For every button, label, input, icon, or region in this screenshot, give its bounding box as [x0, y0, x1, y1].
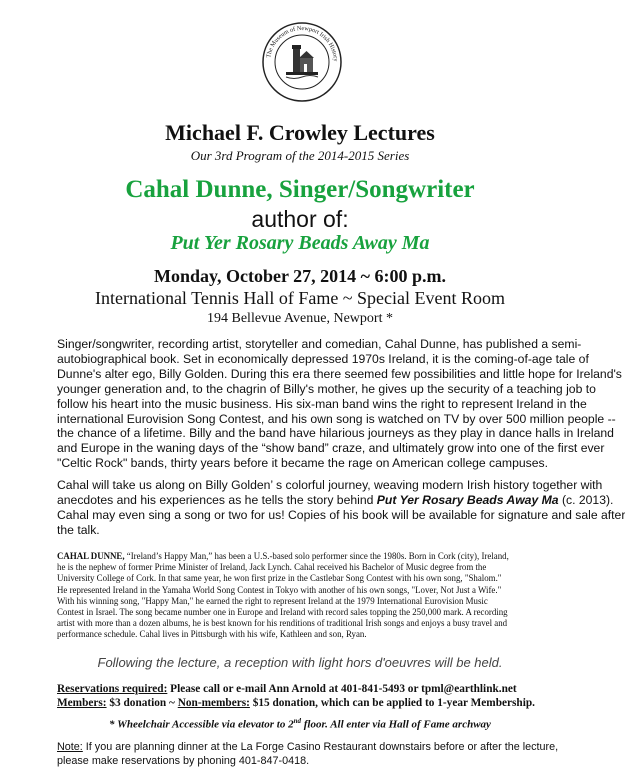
description-line: international Eurovision Song Contest, and his own song is watched on TV by over 500 million people --	[57, 411, 616, 426]
description-line: Singer/songwriter, recording artist, storyteller and comedian, Cahal Dunne, has published a semi-	[57, 337, 582, 351]
accessibility-text-end: floor. All enter via Hall of Fame archway	[300, 718, 491, 731]
description-line: younger generation and, to the chagrin of Billy's mother, he gives up the security of a teaching job to	[57, 381, 596, 396]
book-description	[57, 337, 622, 471]
description-line: "Celtic Rock" bands, thirty years before it became the rage on American college campuses.	[57, 456, 548, 471]
note-line	[57, 741, 558, 755]
talk-line: the talk.	[57, 522, 100, 537]
accessibility-note	[0, 717, 600, 731]
bio-line: He represented Ireland in the Yamaha World Song Contest in Tokyo with another of his own songs, "Lover, Not Just a Wife."	[57, 584, 502, 595]
book-title: Put Yer Rosary Beads Away Ma	[170, 232, 430, 254]
talk-book-title: Put Yer Rosary Beads Away Ma	[376, 492, 559, 507]
talk-line	[57, 492, 614, 508]
talk-line: Cahal will take us along on Billy Golden’ s colorful journey, weaving modern Irish history together with	[57, 478, 603, 492]
bio-line-rest: “Ireland’s Happy Man,” has been a U.S.-based solo performer since the 1980s. Born in Cork (city), Ireland,	[124, 551, 509, 561]
bio-line: artist with more than a dozen albums, he is best known for his renditions of traditional Irish songs and enjoys a busy travel and	[57, 618, 508, 629]
reservations-text: Please call or e-mail Ann Arnold at 401-841-5493 or tpml@earthlink.net	[167, 683, 517, 695]
reservations-label: Reservations required:	[57, 683, 168, 695]
event-address: 194 Bellevue Avenue, Newport *	[207, 311, 393, 326]
bio-line: performance schedule. Cahal lives in Pittsburgh with his wife, Kathleen and son, Ryan.	[57, 629, 367, 640]
accessibility-sup: nd	[293, 717, 301, 725]
bio-line: Contest in Israel. The song became number one in Europe and Ireland with record sales topping the 250,000 mark. A recording	[57, 607, 508, 618]
description-line: the chance of a lifetime. Billy and the band have hilarious journeys as they play in dance halls in Ireland	[57, 426, 614, 441]
talk-line-pre: anecdotes and his experiences as he tells the story behind	[57, 492, 377, 507]
nonmembers-label: Non-members:	[177, 697, 250, 709]
talk-line: Cahal may even sing a song or two for us! Copies of his book will be available for signature and sale after	[57, 507, 625, 522]
bio-line: he is the nephew of former Prime Minister of Ireland, Jack Lynch. Cahal received his Bachelor of Music degree from the	[57, 562, 487, 573]
nonmembers-price: $15 donation, which can be applied to 1-year Membership.	[249, 697, 535, 709]
note-text: If you are planning dinner at the La Forge Casino Restaurant downstairs before or after the lecture,	[82, 741, 559, 753]
bio-line	[57, 551, 557, 562]
bio-name: CAHAL DUNNE,	[57, 551, 125, 561]
seal-ring-text: The Museum of Newport Irish History	[265, 24, 340, 62]
note-line: please make reservations by phoning 401-847-0418.	[57, 754, 310, 767]
bio-line: With his winning song, "Happy Man," he earned the right to represent Ireland at the 1979 International Eurovision Music	[57, 595, 488, 606]
speaker-name: Cahal Dunne, Singer/Songwriter	[125, 176, 475, 203]
description-line: and Europe in the waning days of the “show band” craze, and ultimately grow into one of the first ever	[57, 441, 605, 456]
description-line: autobiographical book. Set in economically depressed 1970s Ireland, it is the coming-of-age tale of	[57, 351, 589, 366]
series-subtitle: Our 3rd Program of the 2014-2015 Series	[190, 148, 410, 163]
dinner-note	[57, 741, 558, 768]
description-line: Dunne's alter ego, Billy Golden. During this era there seemed few possibilities and little hope for Ireland's	[57, 366, 622, 381]
members-label: Members:	[57, 697, 107, 709]
members-price: $3 donation ~	[106, 697, 178, 709]
event-date-time: Monday, October 27, 2014 ~ 6:00 p.m.	[153, 266, 447, 286]
event-venue: International Tennis Hall of Fame ~ Special Event Room	[94, 288, 506, 308]
reservations-line	[57, 683, 517, 695]
reception-notice: Following the lecture, a reception with light hors d'oeuvres will be held.	[97, 655, 503, 670]
bio-line: University College of Cork. In that same year, he won first prize in the Castlebar Song Contest with his own song, "Shalom."	[57, 573, 502, 584]
talk-line-post: (c. 2013).	[558, 492, 614, 507]
pricing-line	[57, 697, 535, 709]
talk-description	[57, 478, 625, 538]
author-of-label: author of:	[251, 206, 349, 232]
series-title: Michael F. Crowley Lectures	[165, 120, 435, 145]
note-label: Note:	[57, 741, 83, 753]
museum-seal-logo	[262, 22, 342, 102]
speaker-bio	[57, 551, 557, 641]
description-line: follow his heart into the music business. His six-man band wins the right to represent Ireland in the	[57, 396, 587, 411]
accessibility-text: * Wheelchair Accessible via elevator to 2	[109, 718, 294, 731]
